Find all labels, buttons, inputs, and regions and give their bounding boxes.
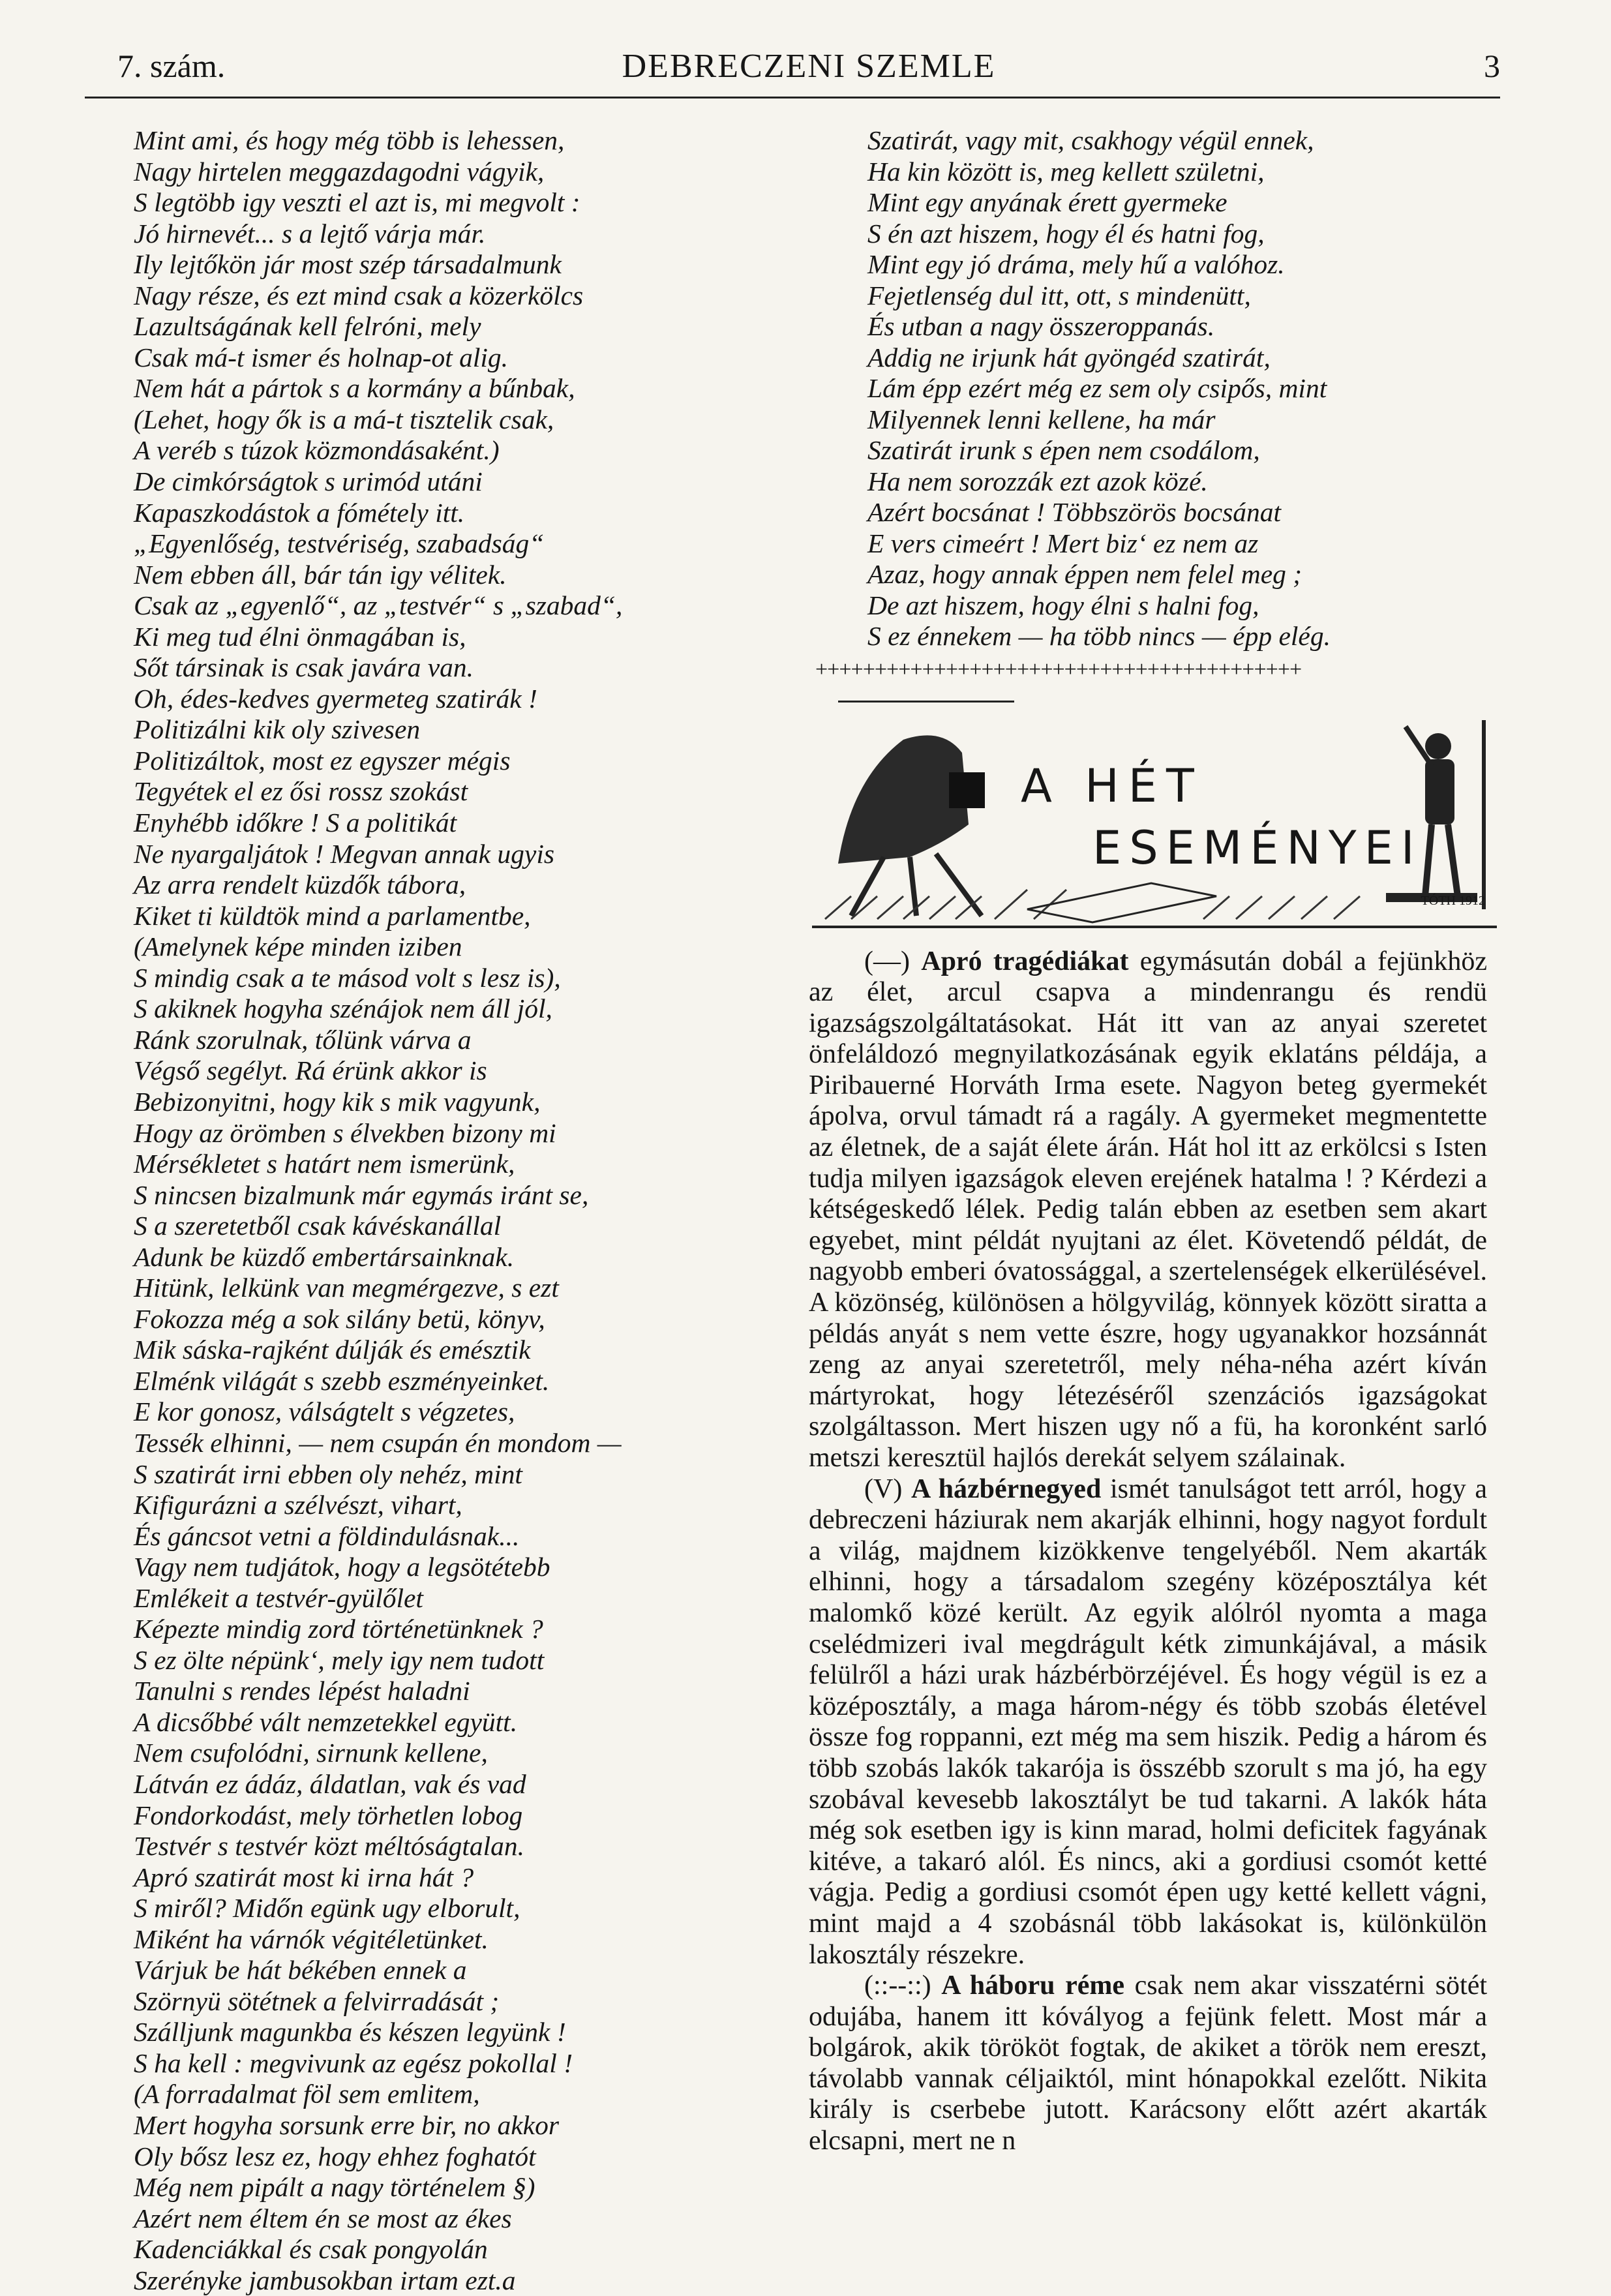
poem-line: Látván ez ádáz, áldatlan, vak és vad bbox=[134, 1768, 526, 1799]
poem-line: Kadenciákkal és csak pongyolán bbox=[134, 2234, 488, 2265]
poem-line: S miről? Midőn egünk ugy elborult, bbox=[134, 1893, 520, 1924]
poem-line: Mik sáska-rajként dúlják és emésztik bbox=[134, 1335, 531, 1365]
poem-line: S szatirát irni ebben oly nehéz, mint bbox=[134, 1458, 522, 1489]
poem-line: Apró szatirát most ki irna hát ? bbox=[134, 1862, 474, 1892]
news-marker: (V) bbox=[864, 1473, 911, 1504]
poem-line: Ily lejtőkön jár most szép társadalmunk bbox=[134, 249, 562, 280]
ground-hatching bbox=[825, 890, 1360, 919]
poem-line: Mert hogyha sorsunk erre bir, no akkor bbox=[134, 2110, 560, 2140]
poem-line: Mint ami, és hogy még több is lehessen, bbox=[134, 125, 565, 155]
poem-line: Várjuk be hát békében ennek a bbox=[134, 1955, 467, 1986]
events-banner bbox=[812, 701, 1497, 928]
poem-line: Hogy az örömben s élvekben bizony mi bbox=[134, 1117, 556, 1148]
news-body: egymásután dobál a fejünkhöz az élet, arcul csapva a mindenrangu és rendü igazságszolgáltatásokat. Hát itt van az anyai szeretet önfeláldozó megnyilatkozásának egyik eklatáns példája, a Piribauerné Horváth Irma esete. Nagyon beteg gyermekét ápolva, orvul támadt rá a ragály. A gyermeket megmentette az életnek, de a saját élete árán. Hát hol itt az erkölcsi s Isten tudja milyen igazságok eleven erejének hatalma ! ? Kérdezi a kétségeskedő lélek. Pedig talán ebben az esetben sem akart egyebet, mint példát nyujtani az élet. Követendő példát, de nagyobb emberi óvatossággal, a szertelenségek elkerülésével. A közönség, különösen a hölgyvilág, könnyek között siratta a példás anyát s nem vette észre, hogy ugyanakkor hozsánnát zeng az anyai szeretetről, mely néha-néha azért kíván mártyrokat, hogy létezéséről szenzációs igazságokat szolgáltasson. Mert hiszen ugy nő a fü, ha koronként sarló metszi keresztül hajlós derekát selyem szálainak. bbox=[809, 946, 1487, 1473]
poem-line: Azért bocsánat ! Többszörös bocsánat bbox=[867, 497, 1282, 527]
news-headline: A háboru réme bbox=[941, 1971, 1124, 2001]
poem-line: Sőt társinak is csak javára van. bbox=[134, 652, 474, 683]
issue-number: 7. szám. bbox=[117, 48, 226, 84]
poem-line: Adunk be küzdő embertársainknak. bbox=[134, 1241, 515, 1272]
news-body: ismét tanulságot tett arról, hogy a debreczeni háziurak nem akarják elhinni, hogy nagyot fordult a világ, majdnem kizökkenve tengelyéből. Nem akarták elhinni, hogy a társadalom szegény középosztálya két malomkő közé került. Az egyik alólról nyomta a maga cselédmizeri ival megdrágult kétk zimunkájával, a másik felülről a házi urak házbérbörzéjével. És hogy végül is ez a középosztály, a maga három-négy és több szobás életével össze fog roppanni, ezt még ma sem hiszik. Pedig a három és több szobás lakók takarója is összébb szorult s ma jó, ha egy szobával kevesebb lakosztályt be tud takarni. A lakók háta még sok esetben igy is kinn marad, holmi deficitek fagyának kitéve, a takaró alól. És nincs, aki a gordiusi csomót ketté vágja. Pedig a gordiusi csomót épen ugy ketté kellett vágni, mint majd a 4 szobásnál több lakásokat is, különkülön lakosztály részekre. bbox=[809, 1473, 1488, 1970]
poem-line: S mindig csak a te másod volt s lesz is), bbox=[134, 962, 561, 993]
poem-line: (Amelynek képe minden iziben bbox=[134, 931, 462, 962]
news-paragraph bbox=[809, 1474, 1487, 1971]
poem-line: Szörnyü sötétnek a felvirradását ; bbox=[134, 1986, 500, 2016]
poem-line: (Lehet, hogy ők is a má-t tisztelik csak, bbox=[134, 404, 554, 434]
poem-line: Kifigurázni a szélvészt, vihart, bbox=[134, 1490, 462, 1520]
poem-line: Vagy nem tudjátok, hogy a legsötétebb bbox=[134, 1552, 550, 1582]
poem-line: Lám épp ezért még ez sem oly csipős, mint bbox=[867, 373, 1327, 403]
poem-line: Tanulni s rendes lépést haladni bbox=[134, 1676, 470, 1706]
poem-line: A veréb s túzok közmondásaként.) bbox=[134, 435, 500, 466]
poem-line: S a szeretetből csak kávéskanállal bbox=[134, 1211, 502, 1241]
poem-line: Mint egy anyának érett gyermeke bbox=[867, 187, 1227, 217]
news-paragraph bbox=[809, 946, 1487, 1474]
poem-line: Szatirát, vagy mit, csakhogy végül ennek, bbox=[867, 125, 1314, 155]
poem-line: Ne nyargaljátok ! Megvan annak ugyis bbox=[134, 838, 555, 869]
poem-line: Csak má-t ismer és holnap-ot alig. bbox=[134, 342, 509, 372]
poem-line: Nem csufolódni, sirnunk kellene, bbox=[134, 1738, 488, 1768]
poem-line: Miként ha várnók végitéletünket. bbox=[134, 1924, 489, 1954]
poem-line: Nagy hirtelen meggazdagodni vágyik, bbox=[134, 156, 545, 187]
poem-line: És utban a nagy összeroppanás. bbox=[867, 311, 1215, 341]
poem-line: Nagy része, és ezt mind csak a közerkölcs bbox=[134, 280, 584, 310]
poem-line: Nem ebben áll, bár tán igy vélitek. bbox=[134, 559, 507, 590]
poem-line: De azt hiszem, hogy élni s halni fog, bbox=[867, 590, 1259, 620]
page-number: 3 bbox=[1484, 48, 1500, 84]
poem-line: Mérsékletet s határt nem ismerünk, bbox=[134, 1149, 515, 1179]
poem-line: De cimkórságtok s urimód utáni bbox=[134, 466, 483, 497]
poem-line: Kapaszkodástok a fómétely itt. bbox=[134, 497, 465, 528]
poem-line: Ha kin között is, meg kellett születni, bbox=[867, 156, 1265, 187]
ornament-separator: +++++++++++++++++++++++++++++++++++++++++ bbox=[815, 657, 1302, 682]
poem-line: Mint egy jó dráma, mely hű a valóhoz. bbox=[867, 249, 1285, 279]
poem-line: S nincsen bizalmunk már egymás iránt se, bbox=[134, 1179, 589, 1210]
poem-line: E vers cimeért ! Mert biz‘ ez nem az bbox=[867, 528, 1259, 558]
poem-line: Kiket ti küldtök mind a parlamentbe, bbox=[134, 900, 531, 931]
poem-line: Ránk szorulnak, tőlünk várva a bbox=[134, 1024, 472, 1055]
poem-line: Politizáltok, most ez egyszer mégis bbox=[134, 745, 511, 776]
poem-line: Oh, édes-kedves gyermeteg szatirák ! bbox=[134, 683, 537, 714]
news-body: csak nem akar visszatérni sötét odujába, hanem itt kóvályog a fejünk felett. Most már a bolgárok, akik törököt fogtak, de akiket a török nem ereszt, távolabb vannak céljaiktól, mint hónapokkal ezelőtt. Nikita király is cserbebe jutott. Karácsony előtt azért akarták elcsapni, mert ne n bbox=[809, 1971, 1488, 2156]
poem-line: Azért nem éltem én se most az ékes bbox=[134, 2203, 512, 2233]
book-icon bbox=[1027, 883, 1216, 922]
news-marker: (—) bbox=[864, 946, 922, 976]
poem-line: Lazultságának kell felróni, mely bbox=[134, 311, 481, 342]
poem-line: Az arra rendelt küzdők tábora, bbox=[134, 869, 466, 900]
poem-line: S én azt hiszem, hogy él és hatni fog, bbox=[867, 218, 1265, 249]
poem-line: Még nem pipált a nagy történelem §) bbox=[134, 2172, 535, 2203]
poem-line: Ha nem sorozzák ezt azok közé. bbox=[867, 466, 1208, 496]
poem-line: S legtöbb igy veszti el azt is, mi megvolt : bbox=[134, 187, 580, 218]
poem-line: Jó hirnevét... s a lejtő várja már. bbox=[134, 218, 486, 249]
banner-illustration bbox=[812, 701, 1497, 926]
poem-line: Tessék elhinni, — nem csupán én mondom — bbox=[134, 1427, 622, 1458]
poem-line: Emlékeit a testvér-gyülőlet bbox=[134, 1582, 423, 1613]
poem-line: Nem hát a pártok s a kormány a bűnbak, bbox=[134, 373, 575, 404]
right-poem bbox=[792, 125, 1510, 652]
poem-line: És gáncsot vetni a földindulásnak... bbox=[134, 1520, 520, 1551]
poem-line: Milyennek lenni kellene, ha már bbox=[867, 404, 1216, 434]
left-poem-column bbox=[134, 125, 786, 2296]
banner-title-line1: A HÉT bbox=[1021, 759, 1203, 813]
poem-line: S akiknek hogyha szénájok nem áll jól, bbox=[134, 993, 552, 1024]
poem-line: Oly bősz lesz ez, hogy ehhez foghatót bbox=[134, 2141, 536, 2171]
poem-line: S ha kell : megvivunk az egész pokollal ! bbox=[134, 2047, 573, 2078]
poem-line: Csak az „egyenlő“, az „testvér“ s „szabad“, bbox=[134, 590, 623, 621]
page-header bbox=[117, 39, 1500, 98]
poem-line: Tegyétek el ez ősi rossz szokást bbox=[134, 776, 468, 807]
header-rule bbox=[85, 97, 1500, 98]
poem-line: Enyhébb időkre ! S a politikát bbox=[134, 808, 457, 838]
poem-line: E kor gonosz, válságtelt s végzetes, bbox=[134, 1397, 515, 1427]
poem-line: „Egyenlőség, testvériség, szabadság“ bbox=[134, 528, 545, 559]
poem-line: Végső segélyt. Rá érünk akkor is bbox=[134, 1055, 487, 1086]
poem-line: Fokozza még a sok silány betü, könyv, bbox=[134, 1303, 545, 1334]
poem-line: Szálljunk magunkba és készen legyünk ! bbox=[134, 2017, 566, 2047]
poem-line: A dicsőbbé vált nemzetekkel együtt. bbox=[134, 1706, 518, 1737]
poem-line: Ki meg tud élni önmagában is, bbox=[134, 621, 466, 652]
journal-title: DEBRECZENI SZEMLE bbox=[622, 48, 996, 85]
poem-line: S ez énnekem — ha több nincs — épp elég. bbox=[867, 621, 1331, 651]
news-headline: Apró tragédiákat bbox=[921, 946, 1129, 976]
news-headline: A házbérnegyed bbox=[911, 1473, 1102, 1504]
poem-line: S ez ölte népünk‘, mely igy nem tudott bbox=[134, 1644, 545, 1675]
news-marker: (::--::) bbox=[864, 1971, 942, 2001]
poem-line: Képezte mindig zord történetünknek ? bbox=[134, 1614, 543, 1644]
painter-figure bbox=[1386, 720, 1484, 909]
right-column bbox=[792, 125, 1510, 2157]
poem-line: Politizálni kik oly szivesen bbox=[134, 714, 421, 745]
poem-line: Szerényke jambusokban irtam ezt.a bbox=[134, 2265, 516, 2295]
poem-line: (A forradalmat föl sem emlitem, bbox=[134, 2079, 480, 2109]
poem-line: Fejetlenség dul itt, ott, s mindenütt, bbox=[867, 280, 1251, 310]
poem-line: Azaz, hogy annak éppen nem felel meg ; bbox=[867, 559, 1302, 589]
banner-title-line2: ESEMÉNYEI bbox=[1092, 821, 1423, 875]
poem-line: Hitünk, lelkünk van megmérgezve, s ezt bbox=[134, 1273, 559, 1303]
poem-line: Fondorkodást, mely törhetlen lobog bbox=[134, 1800, 523, 1830]
poem-line: Szatirát irunk s épen nem csodálom, bbox=[867, 435, 1260, 465]
poem-line: Testvér s testvér közt méltóságtalan. bbox=[134, 1831, 525, 1862]
poem-line: Elménk világát s szebb eszményeinket. bbox=[134, 1365, 550, 1396]
illustrator-signature: TÓTH 1912 bbox=[1421, 893, 1485, 908]
news-column bbox=[809, 946, 1487, 2157]
poem-line: Bebizonyitni, hogy kik s mik vagyunk, bbox=[134, 1086, 541, 1117]
poem-line: Addig ne irjunk hát gyöngéd szatirát, bbox=[867, 342, 1271, 372]
camera-icon bbox=[838, 735, 985, 916]
news-paragraph bbox=[809, 1971, 1487, 2157]
